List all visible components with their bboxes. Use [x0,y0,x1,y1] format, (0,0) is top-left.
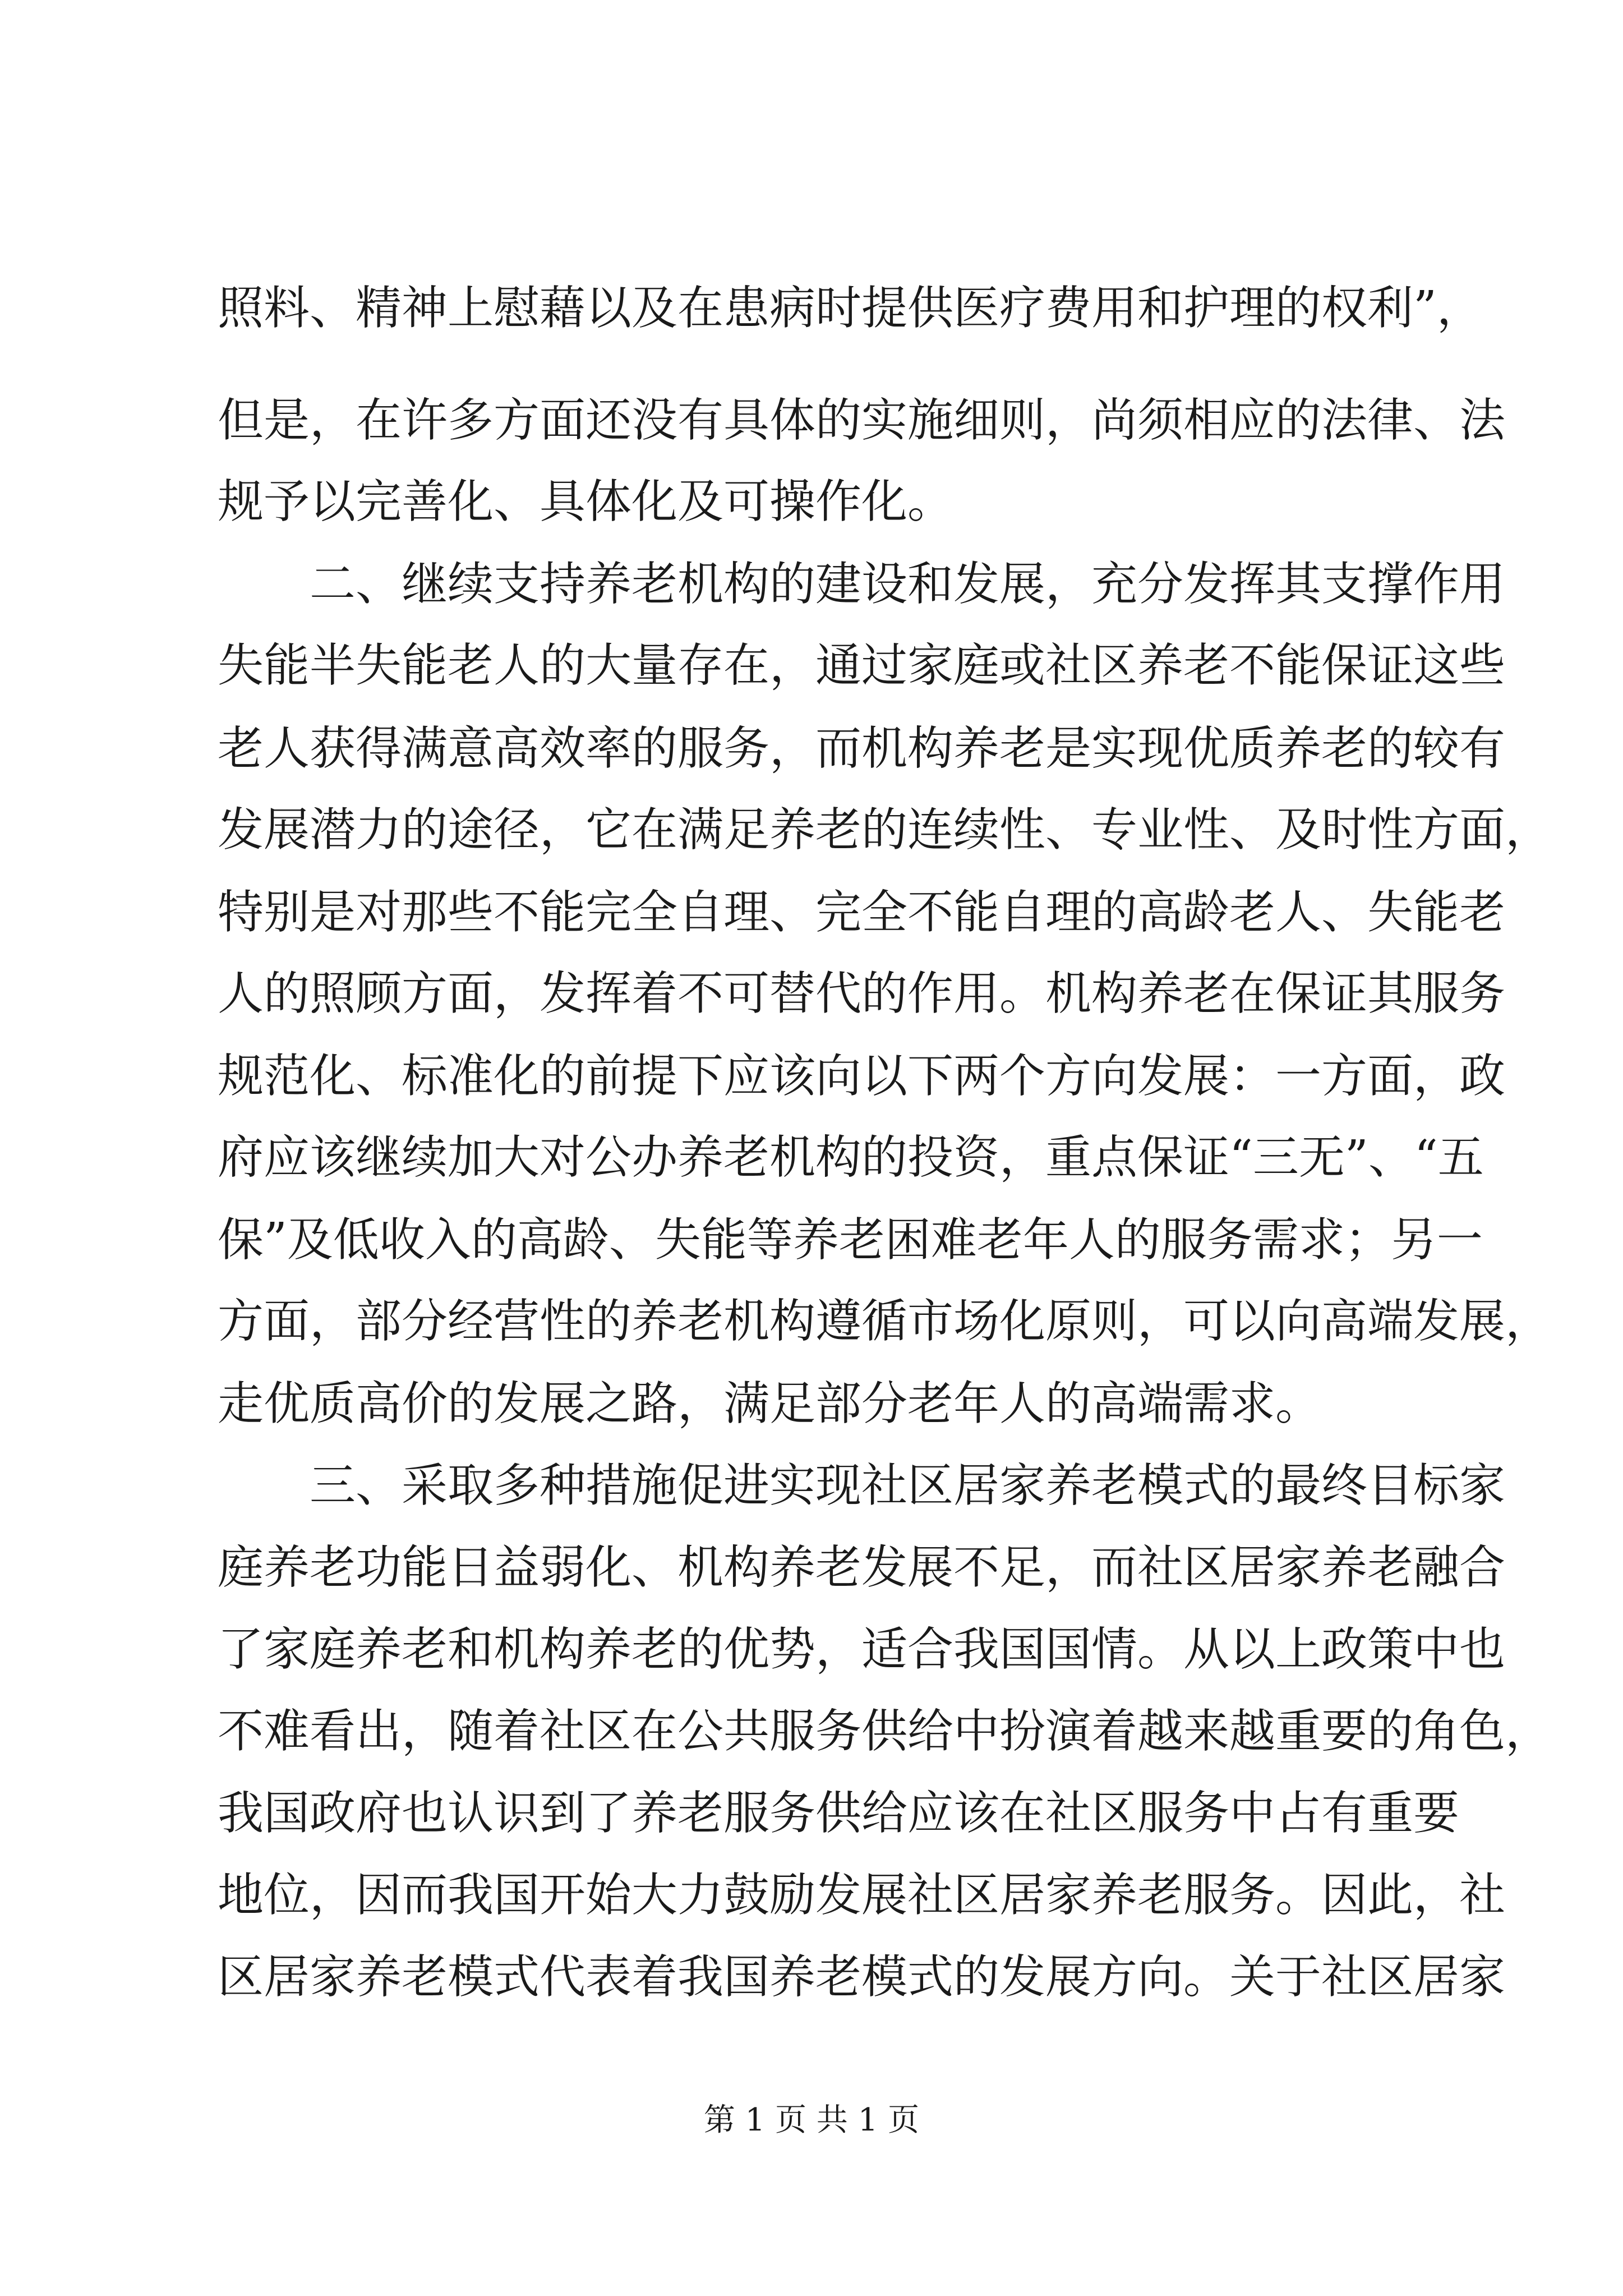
text-line: 特别是对那些不能完全自理、完全不能自理的高龄老人、失能老 [218,886,1506,939]
text-line: 失能半失能老人的大量存在，通过家庭或社区养老不能保证这些 [218,639,1506,692]
page-footer: 第 1 页 共 1 页 [703,2102,920,2138]
text-line: 不难看出，随着社区在公共服务供给中扮演着越来越重要的角色， [218,1705,1552,1758]
text-line: 人的照顾方面，发挥着不可替代的作用。机构养老在保证其服务 [218,967,1506,1020]
text-line: 庭养老功能日益弱化、机构养老发展不足，而社区居家养老融合 [218,1541,1506,1594]
text-line: 但是，在许多方面还没有具体的实施细则，尚须相应的法律、法 [218,394,1506,447]
text-line: 保”及低收入的高龄、失能等养老困难老年人的服务需求；另一 [218,1213,1483,1267]
text-line: 发展潜力的途径，它在满足养老的连续性、专业性、及时性方面， [218,803,1552,857]
text-line: 方面，部分经营性的养老机构遵循市场化原则，可以向高端发展， [218,1295,1552,1348]
paragraph-heading-3: 三、采取多种措施促进实现社区居家养老模式的最终目标家 [218,1459,1506,1512]
text-line: 区居家养老模式代表着我国养老模式的发展方向。关于社区居家 [218,1950,1506,2004]
text-line: 规范化、标准化的前提下应该向以下两个方向发展：一方面，政 [218,1050,1506,1103]
text-line: 我国政府也认识到了养老服务供给应该在社区服务中占有重要 [218,1787,1460,1840]
text-line: 了家庭养老和机构养老的优势，适合我国国情。从以上政策中也 [218,1623,1506,1676]
text-line: 照料、精神上慰藉以及在患病时提供医疗费用和护理的权利”， [218,282,1483,335]
text-line: 府应该继续加大对公办养老机构的投资，重点保证“三无”、“五 [218,1131,1484,1184]
text-line: 走优质高价的发展之路，满足部分老年人的高端需求。 [218,1377,1322,1430]
text-line: 老人获得满意高效率的服务，而机构养老是实现优质养老的较有 [218,722,1506,775]
text-line: 规予以完善化、具体化及可操作化。 [218,475,954,528]
text-line: 地位，因而我国开始大力鼓励发展社区居家养老服务。因此，社 [218,1869,1506,1922]
paragraph-heading-2: 二、继续支持养老机构的建设和发展，充分发挥其支撑作用 [218,558,1506,611]
